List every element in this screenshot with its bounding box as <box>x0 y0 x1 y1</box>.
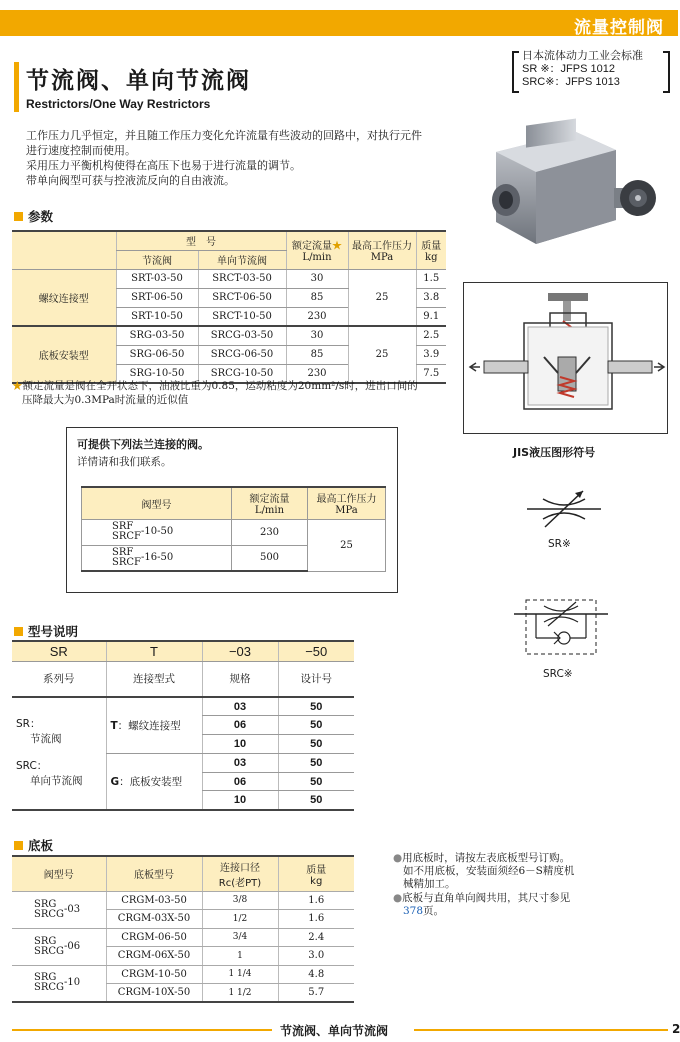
model-code: −03 <box>202 641 278 661</box>
flange-flow-label: 额定流量 <box>249 494 290 506</box>
base-valve-cell <box>12 965 106 1002</box>
page-reference-link[interactable]: 378 <box>403 905 424 917</box>
params-cell: SRCT-06-50 <box>198 288 286 307</box>
params-cell: SRG-03-50 <box>116 326 198 345</box>
model-code: SR <box>12 641 106 661</box>
params-footnote <box>12 379 454 407</box>
design-cell: 50 <box>278 772 354 791</box>
params-heading-text: 参数 <box>28 209 54 224</box>
star-icon: ★ <box>332 241 342 253</box>
flange-model: SRF <box>112 521 134 532</box>
note-item <box>393 852 623 891</box>
standard-box <box>512 50 672 90</box>
params-group-threaded: 螺纹连接型 <box>12 269 116 326</box>
footer-rule <box>12 1029 272 1031</box>
params-table <box>12 230 446 384</box>
flange-model-cell <box>82 519 232 545</box>
base-cell: 3.0 <box>278 947 354 966</box>
series-name: 单向节流阀 <box>30 775 83 788</box>
params-cell: SRCT-10-50 <box>198 307 286 326</box>
model-code: T <box>106 641 202 661</box>
params-cell: 230 <box>286 364 348 383</box>
description-line: 进行速度控制而使用。 <box>26 144 136 157</box>
base-plate-notes <box>393 852 623 919</box>
design-cell: 50 <box>278 716 354 735</box>
section-marker-icon <box>14 627 23 636</box>
flange-subtitle: 详情请和我们联系。 <box>77 456 172 468</box>
params-cell: SRT-10-50 <box>116 307 198 326</box>
footer-title: 节流阀、单向节流阀 <box>280 1024 389 1038</box>
params-cell: 3.9 <box>416 345 446 364</box>
base-valve-model: SRCG <box>34 908 65 920</box>
base-cell: 1.6 <box>278 910 354 929</box>
flange-model-suffix: -16-50 <box>140 551 174 563</box>
size-cell: 06 <box>202 772 278 791</box>
base-valve-cell <box>12 928 106 965</box>
params-flow-label: 额定流量 <box>292 241 332 253</box>
page-number: 2 <box>672 1022 680 1036</box>
params-group-subplate: 底板安装型 <box>12 326 116 383</box>
section-marker-icon <box>14 841 23 850</box>
base-cell: 1 1/2 <box>202 984 278 1003</box>
base-cell: CRGM-10X-50 <box>106 984 202 1003</box>
base-plate-table <box>12 855 354 1003</box>
flange-model-cell <box>82 545 232 571</box>
params-heading <box>14 207 53 225</box>
model-code-heading-text: 型号说明 <box>28 624 79 639</box>
design-cell: 50 <box>278 697 354 716</box>
note-line: 用底板时，请按左表底板型号订购。 <box>402 852 571 864</box>
params-empty-corner <box>12 231 116 269</box>
base-valve-model: SRG <box>34 972 57 984</box>
base-cell: CRGM-03X-50 <box>106 910 202 929</box>
jis-symbol-heading: JIS液压图形符号 <box>513 446 596 459</box>
note-line: 底板与直角单向阀共用，其尺寸参见 <box>402 892 571 904</box>
params-cell: 30 <box>286 326 348 345</box>
params-pressure-label: 最高工作压力 <box>352 241 412 253</box>
base-cell: 1 <box>202 947 278 966</box>
flange-header-model: 阀型号 <box>82 487 232 519</box>
flange-model: SRCF <box>112 531 141 542</box>
base-cell: CRGM-03-50 <box>106 891 202 910</box>
type-cell <box>106 753 202 809</box>
params-cell: 25 <box>348 269 416 326</box>
base-cell: 2.4 <box>278 928 354 947</box>
flange-model: SRCF <box>112 556 141 568</box>
size-cell: 03 <box>202 697 278 716</box>
base-plate-heading <box>14 836 53 854</box>
note-line: 页。 <box>423 905 445 917</box>
cross-section-diagram <box>463 282 668 434</box>
base-port-label: 连接口径 <box>220 862 260 874</box>
series-cell <box>12 697 106 810</box>
flange-header-flow <box>232 487 308 519</box>
note-item <box>393 892 623 918</box>
base-valve-model: SRCG <box>34 945 65 957</box>
series-code: SR： <box>16 718 41 731</box>
size-cell: 10 <box>202 735 278 754</box>
base-valve-model: SRG <box>34 898 57 910</box>
base-header-plate: 底板型号 <box>106 856 202 891</box>
params-cell: 9.1 <box>416 307 446 326</box>
category-bar <box>0 10 678 36</box>
title-accent <box>14 62 19 112</box>
params-cell: 1.5 <box>416 269 446 288</box>
footnote-line: 压降最大为0.3MPa时流量的近似值 <box>22 394 189 406</box>
size-cell: 03 <box>202 753 278 772</box>
bullet-icon: ● <box>393 892 403 904</box>
params-header-flow <box>286 231 348 269</box>
base-mass-label: 质量 <box>306 864 327 876</box>
base-valve-model: SRCG <box>34 982 65 994</box>
params-cell: SRCG-10-50 <box>198 364 286 383</box>
flange-title: 可提供下列法兰连接的阀。 <box>77 438 209 451</box>
model-code-name: 连接型式 <box>106 661 202 697</box>
base-valve-cell <box>12 891 106 928</box>
bullet-icon: ● <box>393 852 403 864</box>
base-valve-model: SRG <box>34 935 57 947</box>
model-code-name: 规格 <box>202 661 278 697</box>
base-mass-unit: kg <box>310 875 323 887</box>
base-header-valve: 阀型号 <box>12 856 106 891</box>
base-cell: 1 1/4 <box>202 965 278 984</box>
params-cell: SRCG-06-50 <box>198 345 286 364</box>
one-way-restrictor-symbol-label: SRC※ <box>543 668 573 680</box>
design-cell: 50 <box>278 735 354 754</box>
type-name: ：螺纹连接型 <box>117 719 181 732</box>
design-cell: 50 <box>278 791 354 810</box>
params-cell: 85 <box>286 345 348 364</box>
series-code: SRC： <box>16 760 48 773</box>
model-code-table <box>12 640 354 811</box>
page-subtitle: Restrictors/One Way Restrictors <box>26 97 211 111</box>
section-marker-icon <box>14 212 23 221</box>
base-cell: CRGM-06-50 <box>106 928 202 947</box>
params-cell: 230 <box>286 307 348 326</box>
description-line: 采用压力平衡机构使得在高压下也易于进行流量的调节。 <box>26 159 301 172</box>
description <box>26 128 456 188</box>
params-cell: 30 <box>286 269 348 288</box>
description-line: 工作压力几乎恒定，并且随工作压力变化允许流量有些波动的回路中，对执行元件 <box>26 129 422 142</box>
base-cell: 3/4 <box>202 928 278 947</box>
base-header-port <box>202 856 278 891</box>
model-code-heading <box>14 622 78 640</box>
base-cell: CRGM-10-50 <box>106 965 202 984</box>
note-line: 械精加工。 <box>403 878 456 890</box>
category-title: 流量控制阀 <box>574 18 664 38</box>
size-cell: 10 <box>202 791 278 810</box>
base-port-label2: Rc(老PT) <box>218 877 262 889</box>
flange-info-box <box>66 427 398 593</box>
model-code-name: 设计号 <box>278 661 354 697</box>
params-header-oneway: 单向节流阀 <box>198 250 286 269</box>
type-cell <box>106 697 202 753</box>
base-valve-suffix: -10 <box>64 977 81 989</box>
valve-photo <box>466 122 662 260</box>
type-name: ：底板安装型 <box>119 775 183 788</box>
params-cell: 25 <box>348 326 416 383</box>
footnote-line: 额定流量是阀在全开状态下，油液比重为0.85，运动粘度为20mm²/s时，进出口间的 <box>22 380 418 392</box>
star-icon: ★ <box>12 380 23 392</box>
flange-cell: 500 <box>232 545 308 571</box>
base-plate-heading-text: 底板 <box>28 838 54 853</box>
base-header-mass <box>278 856 354 891</box>
type-code: T <box>110 719 118 732</box>
flange-pressure-unit: MPa <box>335 505 358 517</box>
restrictor-symbol-icon <box>527 487 601 531</box>
base-cell: 5.7 <box>278 984 354 1003</box>
params-cell: SRG-06-50 <box>116 345 198 364</box>
flange-header-pressure <box>308 487 386 519</box>
flange-model-suffix: -10-50 <box>140 526 174 537</box>
flange-flow-unit: L/min <box>254 505 285 517</box>
size-cell: 06 <box>202 716 278 735</box>
params-cell: 85 <box>286 288 348 307</box>
flange-pressure-label: 最高工作压力 <box>316 494 377 506</box>
params-cell: 7.5 <box>416 364 446 383</box>
type-code: G <box>110 775 120 788</box>
base-cell: CRGM-06X-50 <box>106 947 202 966</box>
page-title: 节流阀、单向节流阀 <box>26 68 251 94</box>
series-name: 节流阀 <box>30 733 62 746</box>
params-pressure-unit: MPa <box>370 252 394 264</box>
base-cell: 1/2 <box>202 910 278 929</box>
params-cell: SRG-10-50 <box>116 364 198 383</box>
params-cell: SRCT-03-50 <box>198 269 286 288</box>
base-cell: 1.6 <box>278 891 354 910</box>
flange-table <box>81 486 386 572</box>
params-header-model: 型 号 <box>116 231 286 250</box>
model-code: −50 <box>278 641 354 661</box>
model-code-name: 系列号 <box>12 661 106 697</box>
params-cell: SRCG-03-50 <box>198 326 286 345</box>
flange-cell: 25 <box>308 519 386 571</box>
params-header-mass <box>416 231 446 269</box>
params-cell: 3.8 <box>416 288 446 307</box>
note-line: 如不用底板，安装面须经6－S精度机 <box>403 865 575 877</box>
base-valve-suffix: -06 <box>64 940 81 952</box>
standard-line: 日本流体动力工业会标准 <box>522 50 643 62</box>
params-cell: SRT-03-50 <box>116 269 198 288</box>
params-cell: SRT-06-50 <box>116 288 198 307</box>
base-cell: 4.8 <box>278 965 354 984</box>
description-line: 带单向阀型可获与控液流反向的自由液流。 <box>26 174 235 187</box>
params-header-restrictor: 节流阀 <box>116 250 198 269</box>
base-valve-suffix: -03 <box>64 903 81 915</box>
restrictor-symbol-label: SR※ <box>548 538 571 550</box>
standard-line: SRC※：JFPS 1013 <box>522 76 620 88</box>
cross-section-drawing <box>464 283 669 435</box>
footer-rule <box>414 1029 668 1031</box>
params-cell: 2.5 <box>416 326 446 345</box>
params-mass-label: 质量 <box>421 241 442 253</box>
base-cell: 3/8 <box>202 891 278 910</box>
flange-cell: 230 <box>232 519 308 545</box>
design-cell: 50 <box>278 753 354 772</box>
params-mass-unit: kg <box>425 252 438 264</box>
params-header-pressure <box>348 231 416 269</box>
params-flow-unit: L/min <box>302 252 332 264</box>
standard-line: SR ※：JFPS 1012 <box>522 63 615 75</box>
flange-model: SRF <box>112 546 134 558</box>
one-way-restrictor-symbol-icon <box>514 594 608 660</box>
